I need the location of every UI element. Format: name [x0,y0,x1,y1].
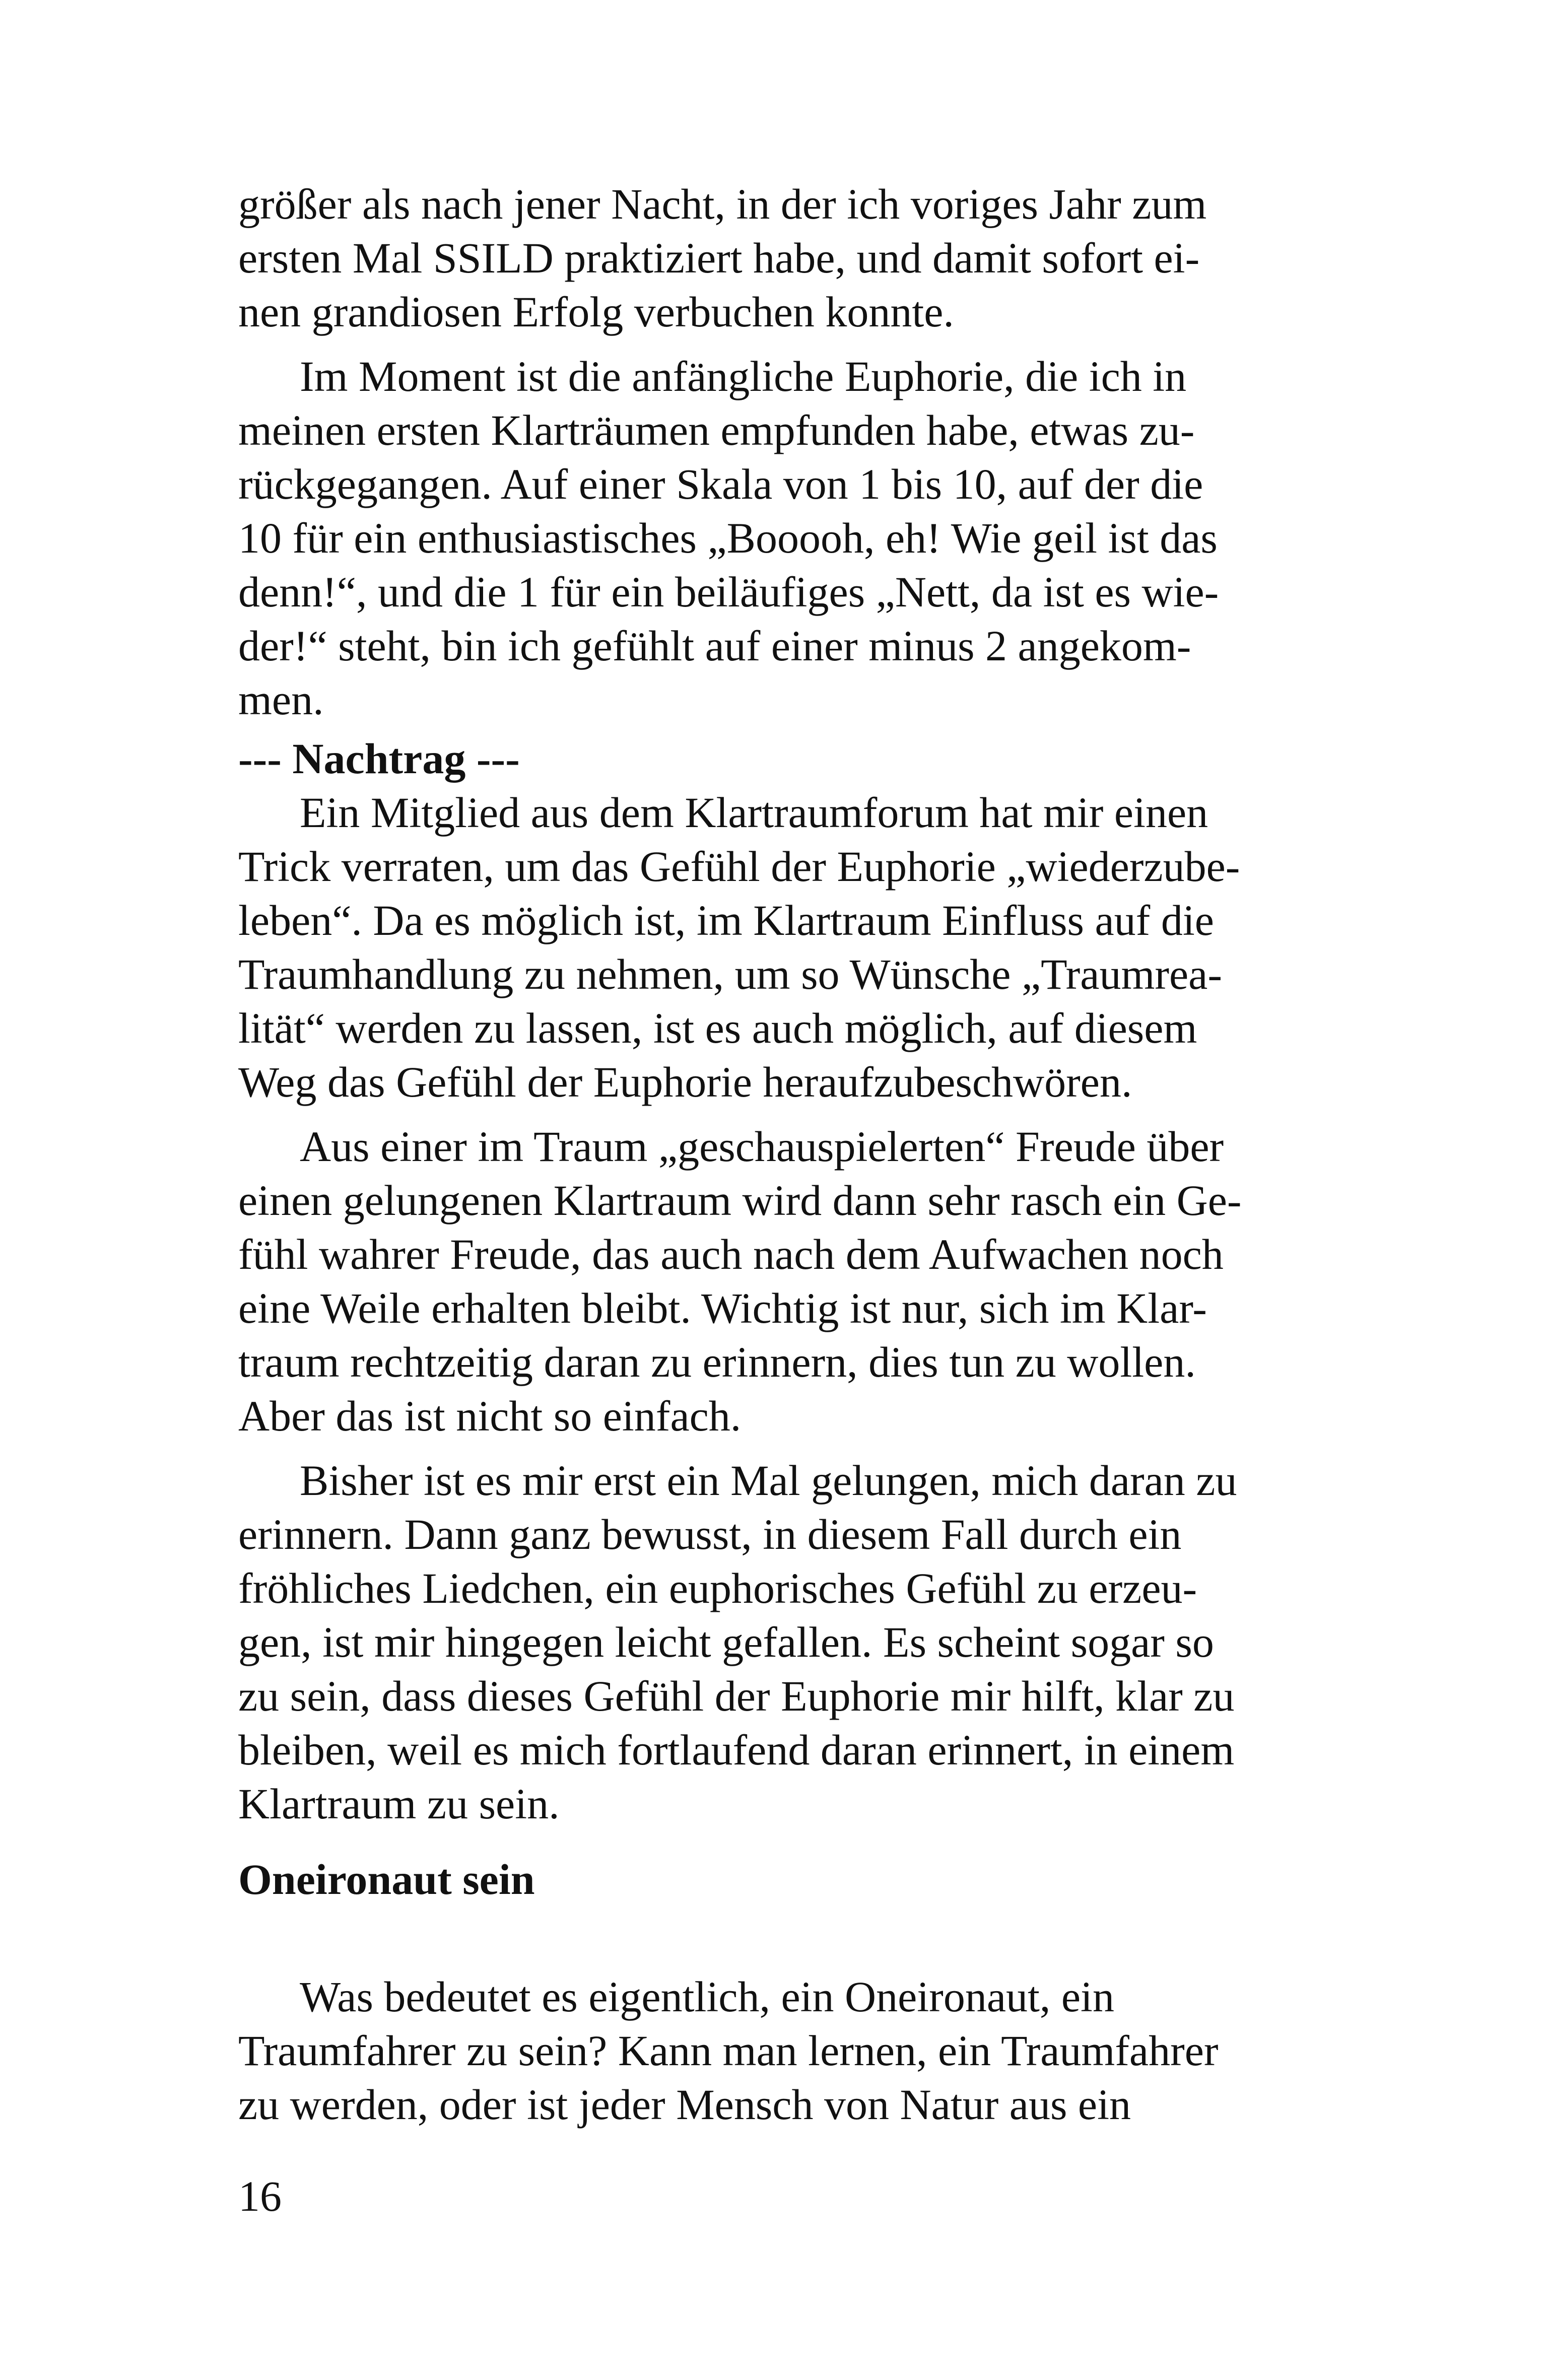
paragraph-4 [238,1120,1304,1443]
text-line: erinnern. Dann ganz bewusst, in diesem Fall durch ein [238,1510,1182,1558]
nachtrag-label: --- Nachtrag --- [238,734,520,783]
paragraph-3 [238,786,1304,1109]
text-line: traum rechtzeitig daran zu erinnern, dies tun zu wollen. [238,1338,1196,1386]
text-line: Aus einer im Traum „geschauspielerten“ Freude über [300,1122,1224,1171]
text-line: Ein Mitglied aus dem Klartraumforum hat mir einen [300,788,1208,837]
section-paragraph [238,1970,1304,2132]
text-line: Trick verraten, um das Gefühl der Euphorie „wiederzube- [238,842,1240,891]
text-line: Traumfahrer zu sein? Kann man lernen, ein Traumfahrer [238,2026,1219,2075]
page-number: 16 [238,2172,282,2220]
text-line: Bisher ist es mir erst ein Mal gelungen, mich daran zu [300,1456,1237,1505]
text-line: Im Moment ist die anfängliche Euphorie, die ich in [300,352,1187,400]
text-line: 10 für ein enthusiastisches „Booooh, eh! Wie geil ist das [238,514,1218,562]
text-line: Klartraum zu sein. [238,1780,560,1828]
text-line: Aber das ist nicht so einfach. [238,1392,742,1440]
section-text-column [238,1970,1304,2132]
text-line: men. [238,675,324,724]
paragraph-2 [238,350,1304,727]
text-line: rückgegangen. Auf einer Skala von 1 bis 10, auf der die [238,460,1203,508]
text-line: der!“ steht, bin ich gefühlt auf einer minus 2 angekom- [238,622,1191,670]
text-line: fühl wahrer Freude, das auch nach dem Aufwachen noch [238,1230,1224,1278]
text-line: Was bedeutet es eigentlich, ein Oneironaut, ein [300,1973,1114,2021]
paragraph-1 [238,177,1304,339]
section-heading: Oneironaut sein [238,1855,535,1903]
text-line: einen gelungenen Klartraum wird dann sehr rasch ein Ge- [238,1176,1242,1225]
text-line: fröhliches Liedchen, ein euphorisches Gefühl zu erzeu- [238,1564,1197,1612]
paragraph-5 [238,1454,1304,1831]
text-line: zu sein, dass dieses Gefühl der Euphorie mir hilft, klar zu [238,1672,1235,1720]
text-line: bleiben, weil es mich fortlaufend daran erinnert, in einem [238,1726,1235,1774]
text-line: ersten Mal SSILD praktiziert habe, und damit sofort ei- [238,234,1200,282]
text-line: Traumhandlung zu nehmen, um so Wünsche „Traumrea- [238,950,1222,998]
text-line: nen grandiosen Erfolg verbuchen konnte. [238,288,954,336]
text-line: eine Weile erhalten bleibt. Wichtig ist nur, sich im Klar- [238,1284,1207,1332]
text-line: denn!“, und die 1 für ein beiläufiges „Nett, da ist es wie- [238,568,1219,616]
text-line: meinen ersten Klarträumen empfunden habe, etwas zu- [238,406,1195,454]
text-line: Weg das Gefühl der Euphorie heraufzubeschwören. [238,1058,1132,1106]
text-line: zu werden, oder ist jeder Mensch von Natur aus ein [238,2080,1131,2129]
text-line: lität“ werden zu lassen, ist es auch möglich, auf diesem [238,1004,1197,1052]
text-column [238,177,1304,1831]
text-line: leben“. Da es möglich ist, im Klartraum Einfluss auf die [238,896,1214,944]
text-line: größer als nach jener Nacht, in der ich voriges Jahr zum [238,180,1207,228]
text-line: gen, ist mir hingegen leicht gefallen. Es scheint sogar so [238,1618,1214,1666]
